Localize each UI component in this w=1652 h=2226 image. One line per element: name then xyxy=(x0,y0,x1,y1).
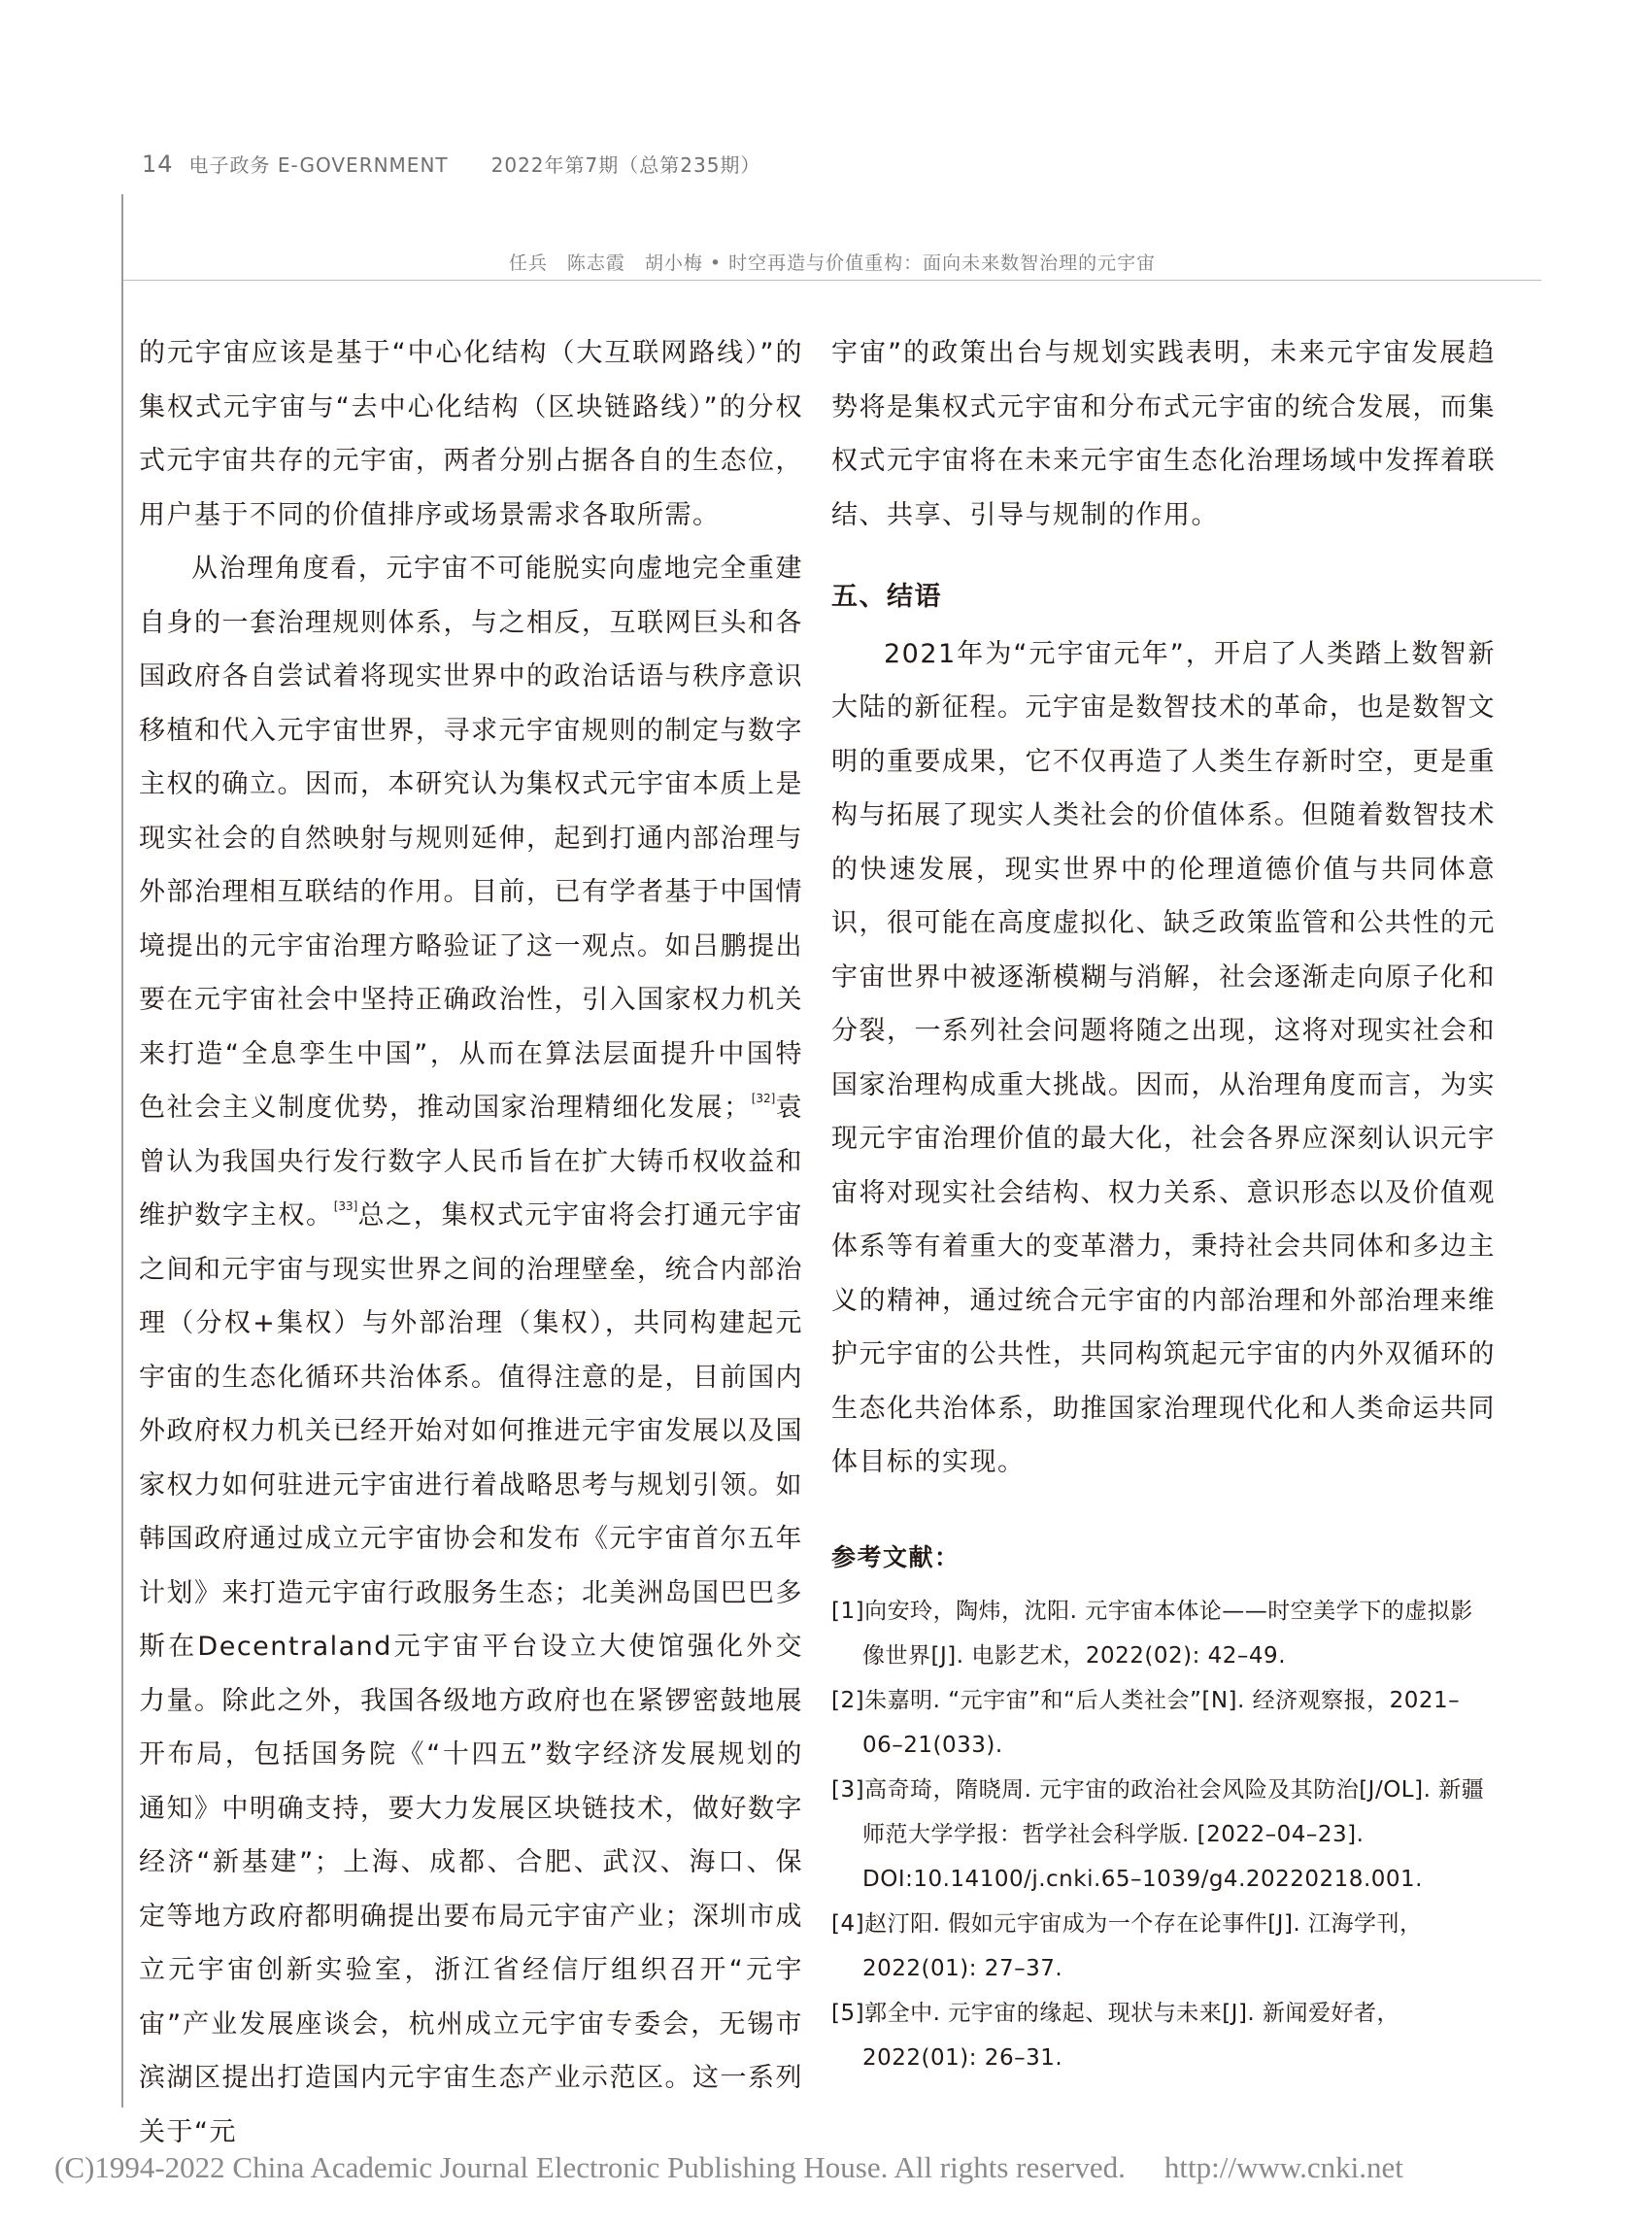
reference-item: [2]朱嘉明. “元宇宙”和“后人类社会”[N]. 经济观察报，2021–06–21(033). xyxy=(831,1687,1461,1758)
paragraph: 的元宇宙应该是基于“中心化结构（大互联网路线）”的集权式元宇宙与“去中心化结构（区块链路线）”的分权式元宇宙共存的元宇宙，两者分别占据各自的生态位，用户基于不同的价值排序或场景需求各取所需。 xyxy=(139,338,803,530)
reference-item: [5]郭全中. 元宇宙的缘起、现状与未来[J]. 新闻爱好者，2022(01): 26–31. xyxy=(831,2000,1400,2071)
paragraph: 2021年为“元宇宙元年”，开启了人类踏上数智新大陆的新征程。元宇宙是数智技术的革命，也是数智文明的重要成果，它不仅再造了人类生存新时空，更是重构与拓展了现实人类社会的价值体系。但随着数智技术的快速发展，现实世界中的伦理道德价值与共同体意识，很可能在高度虚拟化、缺乏政策监管和公共性的元宇宙世界中被逐渐模糊与消解，社会逐渐走向原子化和分裂，一系列社会问题将随之出现，这将对现实社会和国家治理构成重大挑战。因而，从治理角度而言，为实现元宇宙治理价值的最大化，社会各界应深刻认识元宇宙将对现实社会结构、权力关系、意识形态以及价值观体系等有着重大的变革潜力，秉持社会共同体和多边主义的精神，通过统合元宇宙的内部治理和外部治理来维护元宇宙的公共性，共同构筑起元宇宙的内外双循环的生态化共治体系，助推国家治理现代化和人类命运共同体目标的实现。 xyxy=(831,638,1496,1477)
page-number: 14 xyxy=(142,151,174,178)
footer-url[interactable]: http://www.cnki.net xyxy=(1163,2150,1403,2184)
citation: [33] xyxy=(333,1199,358,1213)
reference-item: [1]向安玲，陶炜，沈阳. 元宇宙本体论——时空美学下的虚拟影像世界[J]. 电影艺术，2022(02): 42–49. xyxy=(831,1598,1473,1669)
paragraph: 宇宙”的政策出台与规划实践表明，未来元宇宙发展趋势将是集权式元宇宙和分布式元宇宙的统合发展，而集权式元宇宙将在未来元宇宙生态化治理场域中发挥着联结、共享、引导与规制的作用。 xyxy=(831,338,1496,530)
margin-rule xyxy=(121,194,123,2108)
paragraph xyxy=(139,542,803,2159)
paragraph-text: 总之，集权式元宇宙将会打通元宇宙之间和元宇宙与现实世界之间的治理壁垒，统合内部治理（分权+集权）与外部治理（集权），共同构建起元宇宙的生态化循环共治体系。值得注意的是，目前国内外政府权力机关已经开始对如何推进元宇宙发展以及国家权力如何驻进元宇宙进行着战略思考与规划引领。如韩国政府通过成立元宇宙协会和发布《元宇宙首尔五年计划》来打造元宇宙行政服务生态；北美洲岛国巴巴多斯在Decentraland元宇宙平台设立大使馆强化外交力量。除此之外，我国各级地方政府也在紧锣密鼓地展开布局，包括国务院《“十四五”数字经济发展规划的通知》中明确支持，要大力发展区块链技术，做好数字经济“新基建”；上海、成都、合肥、武汉、海口、保定等地方政府都明确提出要布局元宇宙产业；深圳市成立元宇宙创新实验室，浙江省经信厅组织召开“元宇宙”产业发展座谈会，杭州成立元宇宙专委会，无锡市滨湖区提出打造国内元宇宙生态产业示范区。这一系列关于“元 xyxy=(139,1200,804,2147)
journal-name: 电子政务 E-GOVERNMENT xyxy=(188,153,449,177)
paragraph-text: 袁曾认为我国央行发行数字人民币旨在扩大铸币权收益和维护数字主权。 xyxy=(139,1093,804,1231)
reference-list xyxy=(831,1589,1496,2080)
section-heading: 五、结语 xyxy=(831,582,942,612)
reference-item: [3]高奇琦，隋晓周. 元宇宙的政治社会风险及其防治[J/OL]. 新疆师范大学学报：哲学社会科学版. [2022–04–23]. DOI:10.14100/j.cnki.65–1039/g4.20220218.001. xyxy=(831,1776,1485,1892)
references-heading: 参考文献： xyxy=(831,1542,961,1571)
issue-info: 2022年第7期（总第235期） xyxy=(490,153,761,177)
paragraph-text: 从治理角度看，元宇宙不可能脱实向虚地完全重建自身的一套治理规则体系，与之相反，互联网巨头和各国政府各自尝试着将现实世界中的政治话语与秩序意识移植和代入元宇宙世界，寻求元宇宙规则的制定与数字主权的确立。因而，本研究认为集权式元宇宙本质上是现实社会的自然映射与规则延伸，起到打通内部治理与外部治理相互联结的作用。目前，已有学者基于中国情境提出的元宇宙治理方略验证了这一观点。如吕鹏提出要在元宇宙社会中坚持正确政治性，引入国家权力机关来打造“全息孪生中国”，从而在算法层面提升中国特色社会主义制度优势，推动国家治理精细化发展； xyxy=(139,554,803,1123)
left-column xyxy=(139,326,803,2159)
citation: [32] xyxy=(751,1092,776,1105)
right-column xyxy=(831,326,1496,2080)
reference-item: [4]赵汀阳. 假如元宇宙成为一个存在论事件[J]. 江海学刊，2022(01): 27–37. xyxy=(831,1910,1423,1981)
header-divider xyxy=(123,280,1541,281)
running-title: 任兵 陈志霞 胡小梅 • 时空再造与价值重构：面向未来数智治理的元宇宙 xyxy=(508,253,1157,274)
page-header xyxy=(142,150,760,178)
copyright-text: (C)1994-2022 China Academic Journal Electronic Publishing House. All rights reserved. xyxy=(54,2150,1126,2184)
copyright-footer xyxy=(54,2150,1403,2185)
